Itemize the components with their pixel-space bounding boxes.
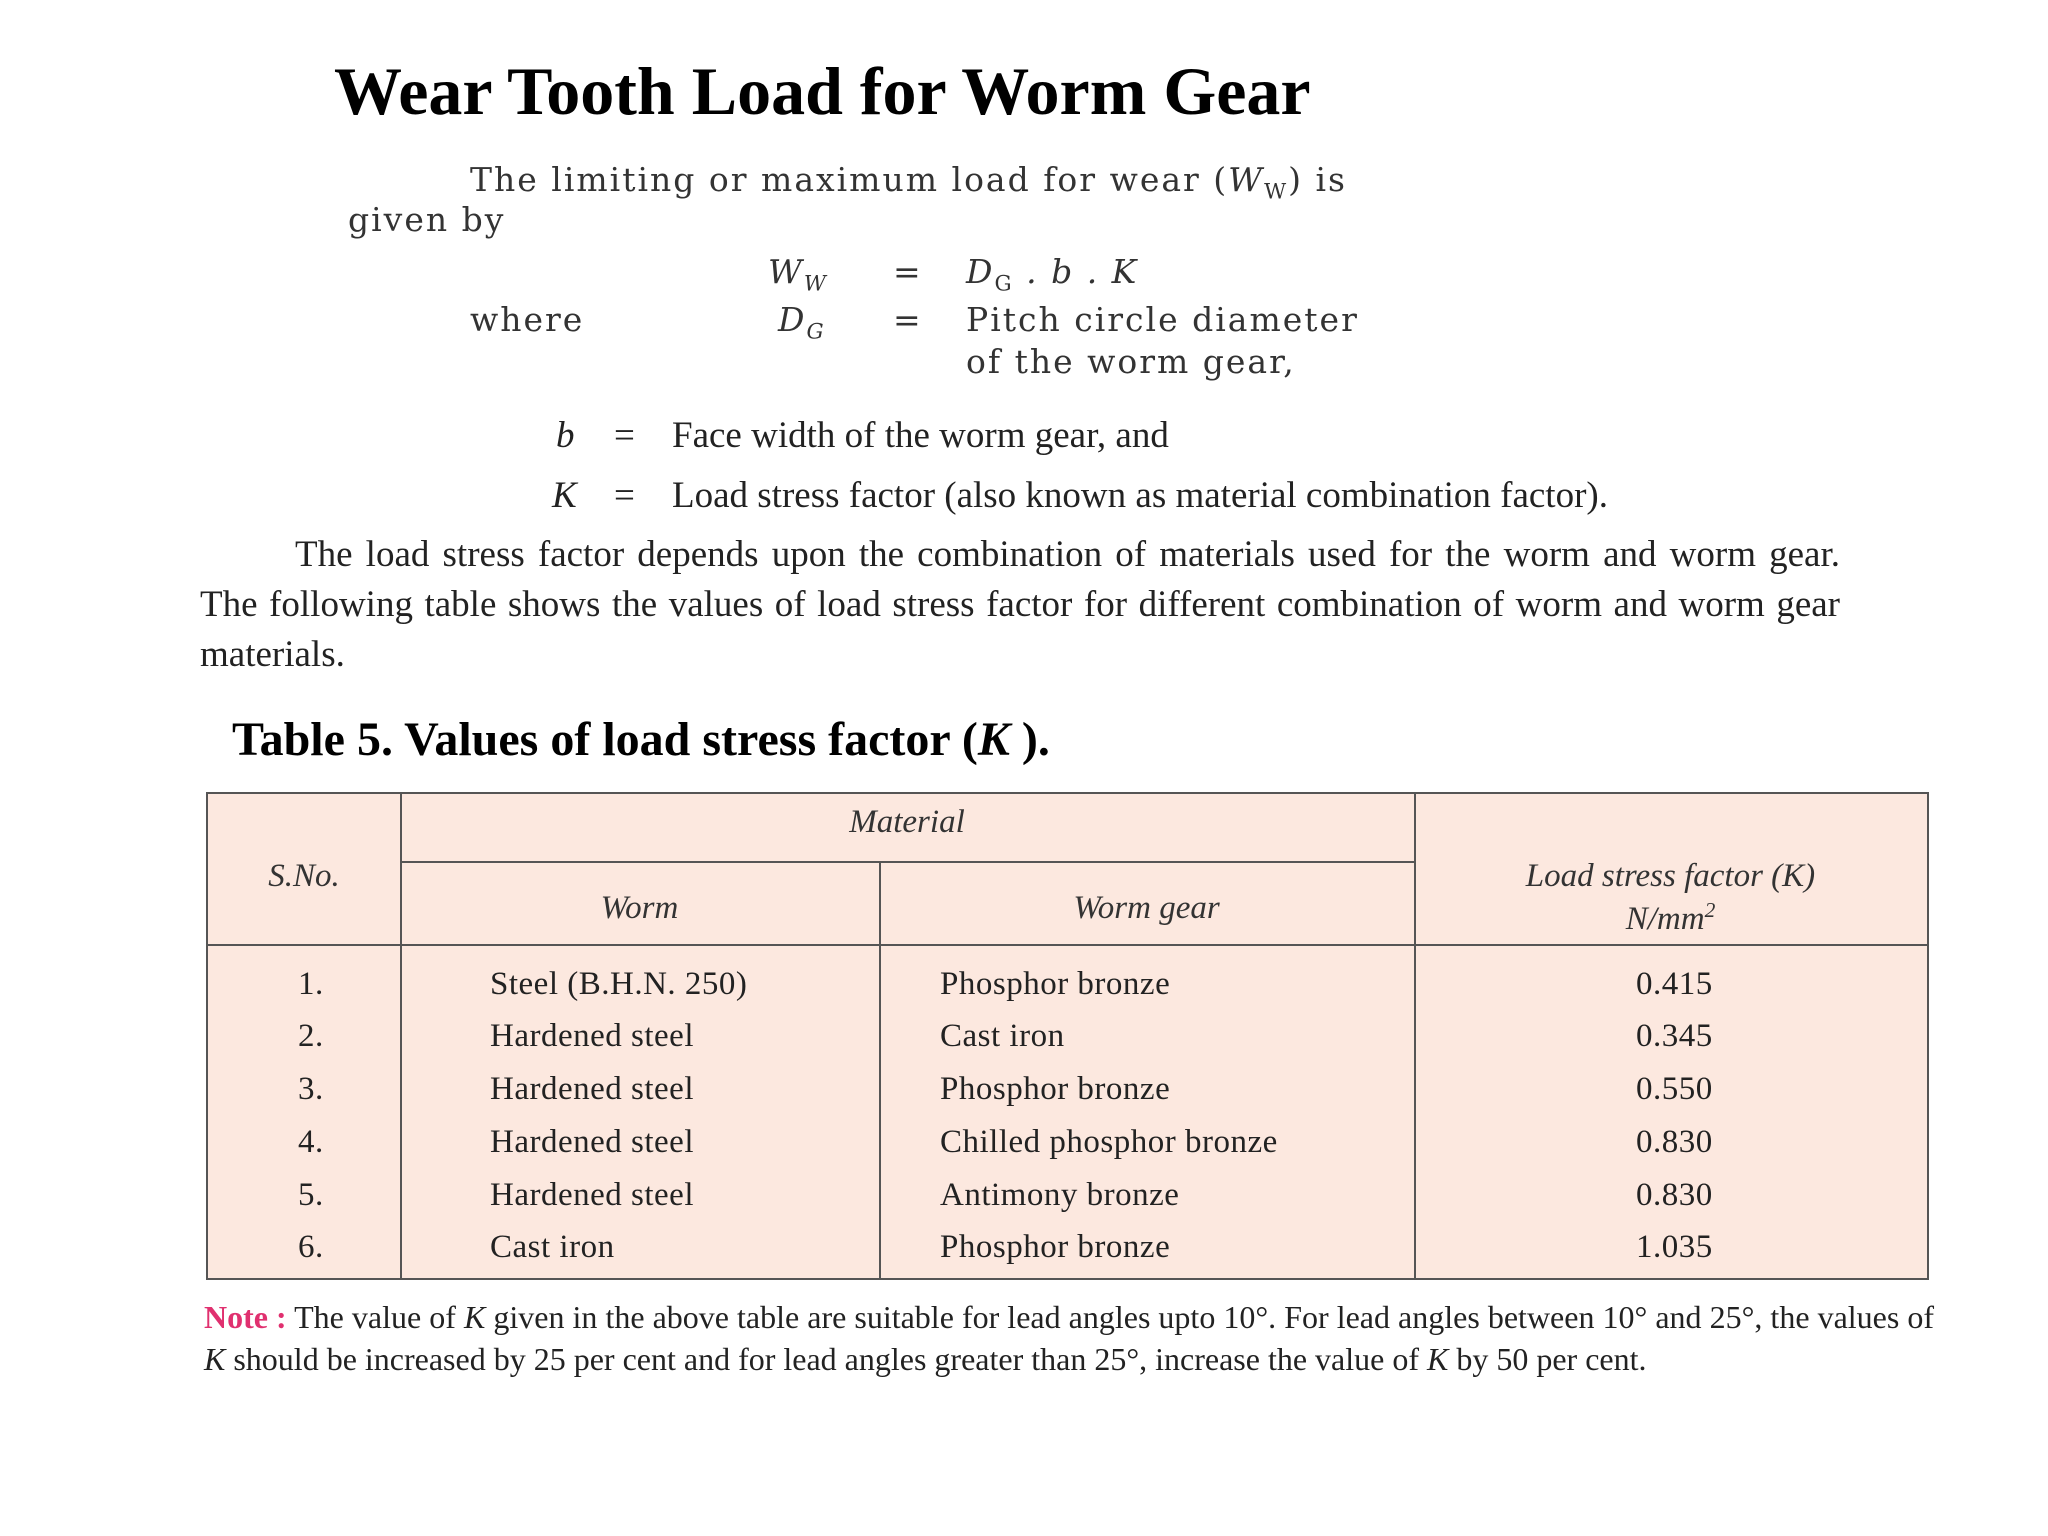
formula-rhs xyxy=(966,252,1138,297)
note-text-1: The value of xyxy=(286,1299,464,1335)
table-caption-post: ). xyxy=(1009,713,1050,766)
dg-definition-1: Pitch circle diameter xyxy=(966,300,1359,339)
intro-line-2: given by xyxy=(348,200,506,239)
intro-text-b: ) is xyxy=(1288,160,1347,199)
row-2-k: 0.345 xyxy=(1636,1018,1713,1054)
table-divider xyxy=(400,794,402,1278)
header-unit-base: N/mm xyxy=(1625,901,1705,937)
dg-sub: G xyxy=(806,319,826,345)
note-label: Note : xyxy=(204,1299,287,1335)
row-3-sno: 3. xyxy=(298,1071,324,1107)
note-k-2: K xyxy=(204,1341,226,1377)
row-4-sno: 4. xyxy=(298,1124,324,1160)
row-6-k: 1.035 xyxy=(1636,1229,1713,1265)
row-5-k: 0.830 xyxy=(1636,1177,1713,1213)
header-worm-gear: Worm gear xyxy=(1073,890,1220,926)
def-k-eq: = xyxy=(614,475,635,516)
def-b-eq: = xyxy=(614,415,635,456)
page-title: Wear Tooth Load for Worm Gear xyxy=(334,53,1311,129)
note-k-1: K xyxy=(463,1299,486,1335)
row-1-k: 0.415 xyxy=(1636,966,1713,1002)
row-4-worm-gear: Chilled phosphor bronze xyxy=(940,1124,1278,1160)
row-6-worm-gear: Phosphor bronze xyxy=(940,1229,1171,1265)
table-caption-var: K xyxy=(977,713,1010,766)
row-4-k: 0.830 xyxy=(1636,1124,1713,1160)
ww-sub: W xyxy=(1264,179,1289,205)
dg-symbol xyxy=(778,300,826,345)
header-material: Material xyxy=(849,804,965,840)
table-divider xyxy=(400,861,1414,863)
formula-rhs-sub: G xyxy=(994,271,1014,297)
row-3-k: 0.550 xyxy=(1636,1071,1713,1107)
note-text-3: should be increased by 25 per cent and for lead angles greater than 25°, increase the value of xyxy=(225,1341,1427,1377)
row-1-sno: 1. xyxy=(298,966,324,1002)
load-stress-table xyxy=(206,792,1929,1280)
header-unit xyxy=(1414,898,1927,938)
table-note xyxy=(204,1296,1934,1380)
where-label: where xyxy=(470,300,585,339)
formula-lhs xyxy=(768,252,828,297)
header-load-factor: Load stress factor (K) xyxy=(1525,858,1816,894)
row-3-worm: Hardened steel xyxy=(490,1071,694,1107)
note-text-2: given in the above table are suitable for lead angles upto 10°. For lead angles between 10° and 25°, the values of xyxy=(485,1299,1935,1335)
row-6-sno: 6. xyxy=(298,1229,324,1265)
ww-var: W xyxy=(1228,160,1265,199)
table-caption xyxy=(232,712,1050,767)
row-6-worm: Cast iron xyxy=(490,1229,615,1265)
row-2-sno: 2. xyxy=(298,1018,324,1054)
row-5-worm-gear: Antimony bronze xyxy=(940,1177,1180,1213)
formula-rhs-rest: . b . K xyxy=(1026,252,1139,291)
formula-eq: = xyxy=(893,252,923,291)
def-k-symbol: K xyxy=(552,475,577,516)
row-5-worm: Hardened steel xyxy=(490,1177,694,1213)
def-b-text: Face width of the worm gear, and xyxy=(672,415,1169,456)
header-sno: S.No. xyxy=(268,858,340,894)
intro-line-1 xyxy=(470,160,1347,205)
formula-rhs-d: D xyxy=(966,252,995,291)
dg-eq: = xyxy=(893,300,923,339)
row-5-sno: 5. xyxy=(298,1177,324,1213)
formula-lhs-sub: W xyxy=(803,271,828,297)
header-worm: Worm xyxy=(600,890,679,926)
formula-lhs-var: W xyxy=(768,252,804,291)
description-paragraph: The load stress factor depends upon the combination of materials used for the worm and worm gear. The following table shows the values of load stress factor for different combination of worm and worm gear materials. xyxy=(200,534,1840,675)
intro-text-a: The limiting or maximum load for wear ( xyxy=(470,160,1229,199)
row-1-worm: Steel (B.H.N. 250) xyxy=(490,966,748,1002)
table-header-divider xyxy=(208,944,1927,946)
header-unit-sup: 2 xyxy=(1704,898,1716,922)
def-k-text: Load stress factor (also known as material combination factor). xyxy=(672,475,1608,516)
row-2-worm: Hardened steel xyxy=(490,1018,694,1054)
dg-definition-2: of the worm gear, xyxy=(966,342,1296,381)
row-4-worm: Hardened steel xyxy=(490,1124,694,1160)
note-k-3: K xyxy=(1426,1341,1449,1377)
row-2-worm-gear: Cast iron xyxy=(940,1018,1065,1054)
note-text-4: by 50 per cent. xyxy=(1448,1341,1647,1377)
row-1-worm-gear: Phosphor bronze xyxy=(940,966,1171,1002)
table-caption-pre: Table 5. Values of load stress factor ( xyxy=(232,713,978,766)
def-b-symbol: b xyxy=(556,415,575,456)
row-3-worm-gear: Phosphor bronze xyxy=(940,1071,1171,1107)
dg-var: D xyxy=(778,300,807,339)
